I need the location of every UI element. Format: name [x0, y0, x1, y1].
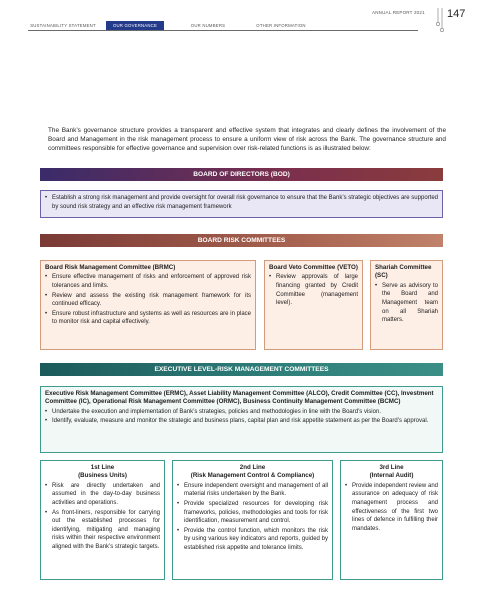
third-line-bullet: • Provide independent review and assurance on adequacy of risk management process and effectiveness of the first two lines of defence in fulfilling their mandates.	[345, 482, 438, 534]
veto-title: Board Veto Committee (VETO)	[269, 264, 358, 271]
brmc-box	[40, 260, 256, 350]
third-line-subtitle: (Internal Audit)	[369, 472, 414, 480]
brmc-title: Board Risk Management Committee (BRMC)	[45, 264, 176, 271]
first-line-bullet: • Risk are directly undertaken and assumed in the day-to-day business activities and operations.	[45, 482, 160, 508]
section-tabs	[28, 21, 418, 31]
brmc-bullet: • Ensure robust infrastructure and systems as well as resources are in place to monitor risk and capital effectively.	[45, 310, 251, 327]
bod-box	[40, 190, 443, 218]
tab-other-information[interactable]: OTHER INFORMATION	[256, 23, 306, 28]
second-line-title: 2nd Line	[239, 464, 266, 471]
executive-box	[40, 386, 443, 453]
third-line-title: 3rd Line	[379, 464, 404, 471]
bod-bullet: • Establish a strong risk management and provide oversight for overall risk governance to ensure that the Bank’s strategic objectives are supported by sound risk strategy and an effective risk management framework	[45, 194, 438, 211]
first-line-title: 1st Line	[90, 464, 115, 471]
board-risk-heading: BOARD RISK COMMITTEES	[40, 234, 443, 247]
page-header	[0, 0, 480, 34]
second-line-bullet: • Ensure independent oversight and management of all material risks undertaken by the Bank.	[177, 482, 328, 499]
shariah-title: Shariah Committee (SC)	[375, 264, 432, 280]
second-line-box	[172, 460, 333, 580]
first-line-bullet: • As front-liners, responsible for carrying out the established processes for identifying, mitigating and managing risks within their respective environment aligned with the Bank’s strategic targets.	[45, 509, 160, 552]
second-line-bullet: • Provide the control function, which monitors the risk by using various key indicators and reports, guided by established risk appetite and tolerance limits.	[177, 527, 328, 553]
veto-bullet: • Review approvals of large financing granted by Credit Committee (management level).	[269, 273, 358, 307]
report-label: ANNUAL REPORT 2021	[372, 10, 425, 15]
shariah-bullet: • Serve as advisory to the Board and Management team on all Shariah matters.	[375, 282, 438, 325]
second-line-subtitle: (Risk Management Control & Compliance)	[190, 472, 315, 480]
shariah-box	[370, 260, 443, 350]
brmc-bullet: • Review and assess the existing risk management framework for its continued efficacy.	[45, 292, 251, 309]
tab-our-numbers[interactable]: OUR NUMBERS	[190, 23, 226, 28]
executive-bullet: • Identify, evaluate, measure and monitor the strategic and business plans, capital plan and risk appetite statement as per the Board’s approval.	[45, 417, 438, 426]
first-line-box	[40, 460, 165, 580]
bod-heading: BOARD OF DIRECTORS (BOD)	[40, 168, 443, 181]
circuit-decoration-icon	[435, 8, 445, 34]
intro-paragraph: The Bank’s governance structure provides a transparent and effective system that integrates and clearly defines the involvement of the Board and Management in the risk management process to ensure a uniform view of risk across the Bank. The governance structure and committees responsible for effective governance and supervision over risk-related functions is as illustrated below:	[48, 127, 446, 153]
executive-heading: EXECUTIVE LEVEL-RISK MANAGEMENT COMMITTEES	[40, 363, 443, 376]
second-line-bullet: • Provide specialized resources for developing risk frameworks, policies, methodologies and tools for risk identification, measurement and control.	[177, 500, 328, 526]
executive-committees: Executive Risk Management Committee (ERMC), Asset Liability Management Committee (ALCO), Credit Committee (CC), Investment Committee (IC), Operational Risk Management Committee (ORMC), Business Continuity Management Committee (BCMC)	[45, 390, 434, 406]
tab-sustainability-statement[interactable]: SUSTAINABILITY STATEMENT	[30, 23, 96, 28]
tab-our-governance[interactable]: OUR GOVERNANCE	[106, 21, 164, 30]
third-line-box	[340, 460, 443, 580]
page-number: 147	[447, 8, 466, 20]
veto-box	[264, 260, 363, 350]
executive-bullet: • Undertake the execution and implementation of Bank’s strategies, policies and methodologies in line with the Board’s vision.	[45, 408, 438, 417]
first-line-subtitle: (Business Units)	[78, 472, 127, 480]
brmc-bullet: • Ensure effective management of risks and enforcement of approved risk tolerances and limits.	[45, 273, 251, 290]
